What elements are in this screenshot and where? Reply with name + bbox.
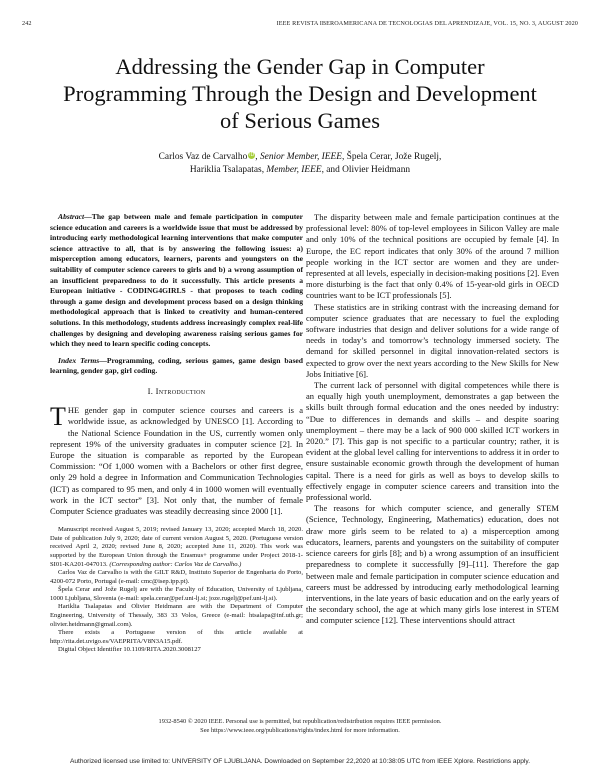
paper-title: Addressing the Gender Gap in Computer Programming Through the Design and Development of Serious Games bbox=[63, 54, 537, 133]
author-2: Špela Cerar, Jože Rugelj, bbox=[346, 152, 442, 162]
intro-text: HE gender gap in computer science courses and careers is a worldwide issue, as acknowledged by UNESCO [1]. According to the National Science Foundation in the US, currently women only represent 19% of the university graduates in computer science [2]. In Europe the situation is comparable as reported by the European Commission: “Of 1,000 women with a Bachelors or other first degree, only 29 hold a degree in Information and Communication Technologies (ICT) as compared to 95 men, and only 4 in 1000 women will eventually work in the ICT sector” [3]. Not only that, the number of female Computer Science graduates was steadily decreasing since 2000 [1]. bbox=[50, 405, 303, 516]
index-terms-text: —Programming, coding, serious games, game design based learning, gender gap, girl coding. bbox=[50, 355, 303, 376]
body-paragraph: The reasons for which computer science, and generally STEM (Science, Technology, Engineering, Mathematics) education, does not draw more girls seem to be related to a) a misperception among educators, learners, parents and youngsters on the suitability of computer science careers for girls [8]; and b) a wrong assumption of an insufficient preparedness to complete it successfully [9]–[11]. Therefore the gap between male and female participation in computer science education and careers must be addressed by introducing early methodological learning interventions, in the late years of basic education and on the early years of the secondary school, the age at which many girls lose interest in STEM and computer science [12]. These interventions should attract bbox=[306, 503, 559, 626]
footnote-portuguese-version[interactable]: There exists a Portuguese version of this article available at http://rita.det.uvigo.es/VAEPRITA/V8N3A15.pdf. bbox=[50, 629, 303, 645]
section-title: Introduction bbox=[155, 385, 206, 396]
footnote-affiliation-2: Špela Cerar and Jože Rugelj are with the Faculty of Education, University of Ljubljana, 1000 Ljubljana, Slovenia (e-mail: spela.cerar@pef.uni-lj.si; joze.rugelj@pef.uni-lj.si). bbox=[50, 586, 303, 602]
corresponding-author: (Corresponding author: Carlos Vaz de Carvalho.) bbox=[109, 560, 242, 568]
running-header bbox=[22, 20, 578, 30]
section-heading bbox=[50, 386, 303, 397]
rights-link[interactable]: See https://www.ieee.org/publications/rights/index.html for more information. bbox=[200, 727, 400, 734]
author-1: Carlos Vaz de Carvalho bbox=[158, 152, 248, 162]
page-number: 242 bbox=[22, 20, 32, 27]
license-watermark: Authorized licensed use limited to: UNIVERSITY OF LJUBLJANA. Downloaded on September 22,2020 at 10:38:05 UTC from IEEE Xplore. Restrictions apply. bbox=[69, 758, 531, 765]
right-column bbox=[306, 212, 559, 627]
author-1-role: Senior Member, IEEE bbox=[259, 152, 342, 162]
abstract-text: —The gap between male and female participation in computer science education and careers is a worldwide issue that must be addressed by introducing early methodological learning interventions that make computer science attractive to all, that is by answering the following issues: a) misperception among educators, learners, parents and youngsters on the suitability of computer science careers to girls and b) a wrong assumption of an insufficient preparedness to do it successfully. This article presents a European initiative - CODING4GIRLS - that proposes to teach coding through a game design and development process based on a design thinking methodological approach that is linked to creativity and human-centered solutions. In this methodology, students address increasingly complex real-life challenges by designing and developing awareness raising serious games for which they need to learn specific coding concepts. bbox=[50, 212, 303, 349]
author-4: and Olivier Heidmann bbox=[326, 165, 411, 175]
orcid-icon[interactable]: iD bbox=[249, 152, 255, 158]
footnote-affiliation-3: Hariklia Tsalapatas and Olivier Heidmann are with the Department of Computer Engineering, University of Thessaly, 383 33 Volos, Greece (e-mail: htsalapa@inf.uth.gr; olivier.heidmann@gmail.com). bbox=[50, 603, 303, 628]
drop-cap: T bbox=[50, 402, 66, 432]
footnote-affiliation-1: Carlos Vaz de Carvalho is with the GILT R&D, Instituto Superior de Engenharia do Porto, 4200-072 Porto, Portugal (e-mail: cmc@isep.ipp.pt). bbox=[50, 569, 303, 585]
author-block: Carlos Vaz de Carvalho iD, Senior Member, IEEE, Špela Cerar, Jože Rugelj, Hariklia Tsalapatas, Member, IEEE, and Olivier Heidmann bbox=[158, 152, 442, 175]
abstract bbox=[50, 212, 303, 350]
copyright-line: 1932-8540 © 2020 IEEE. Personal use is permitted, but republication/redistribution requires IEEE permission. bbox=[158, 718, 442, 725]
left-column bbox=[50, 212, 303, 655]
index-terms bbox=[50, 356, 303, 377]
body-paragraph: The current lack of personnel with digital competences while there is an equally high youth unemployment, demonstrates a gap between the skills built through formal education and the ones needed by industry: “Due to differences in demands and skills – and despite soaring unemployment – there may be a lack of 900 000 skilled ICT workers in 2020.” [7]. This gap is not specific to a particular country; rather, it is evident at the global level calling for interventions to address it in order to ensure sustainable economic growth through the development of human capital. There is a need for girls as well as boys to develop skills to effectively engage in computer science careers and transition into the professional world. bbox=[306, 380, 559, 503]
body-paragraph: These statistics are in striking contrast with the increasing demand for computer science graduates that are necessary to fuel the exploding software industries that design and deliver solutions for a wide range of needs in today’s and tomorrow’s technology immersed society. The demand for skilled personnel in digital innovation-related sectors is expected to grow over the next years according to the New Skills for New Jobs Initiative [6]. bbox=[306, 301, 559, 379]
index-terms-label: Index Terms bbox=[58, 355, 100, 365]
copyright-notice bbox=[60, 717, 540, 735]
author-3-role: Member, IEEE bbox=[266, 165, 322, 175]
intro-paragraph bbox=[50, 402, 303, 517]
body-paragraph: The disparity between male and female participation continues at the professional level: 80% of top-level employees in Silicon Valley are male and only 10% of the technical positions are occupied by female [4]. In Europe, the EC report indicates that only 30% of the around 7 million people working in the ICT sector are women and they are under-represented at all levels, especially in decision-making positions [2]. Even more disturbing is the fact that only 0.4% of 15-year-old girls in OECD countries want to be ICT professionals [5]. bbox=[306, 212, 559, 301]
abstract-label: Abstract bbox=[58, 212, 85, 221]
footnote-manuscript: Manuscript received August 5, 2019; revised January 13, 2020; accepted March 18, 2020. Date of publication July 9, 2020; date of current version August 5, 2020. (Portuguese version received April 2, 2020; revised June 8, 2020; accepted June 11, 2020). This work was supported by the European Union through the Erasmus+ programme under Project 2018-1-SI01-KA201-047013. (Corresponding author: Carlos Vaz de Carvalho.) bbox=[50, 526, 303, 568]
author-3: Hariklia Tsalapatas, bbox=[189, 165, 265, 175]
footnote-doi: Digital Object Identifier 10.1109/RITA.2020.3008127 bbox=[58, 646, 201, 654]
section-number: I. bbox=[147, 385, 154, 396]
journal-name: IEEE REVISTA IBEROAMERICANA DE TECNOLOGIAS DEL APRENDIZAJE, VOL. 15, NO. 3, AUGUST 2020 bbox=[276, 20, 578, 27]
